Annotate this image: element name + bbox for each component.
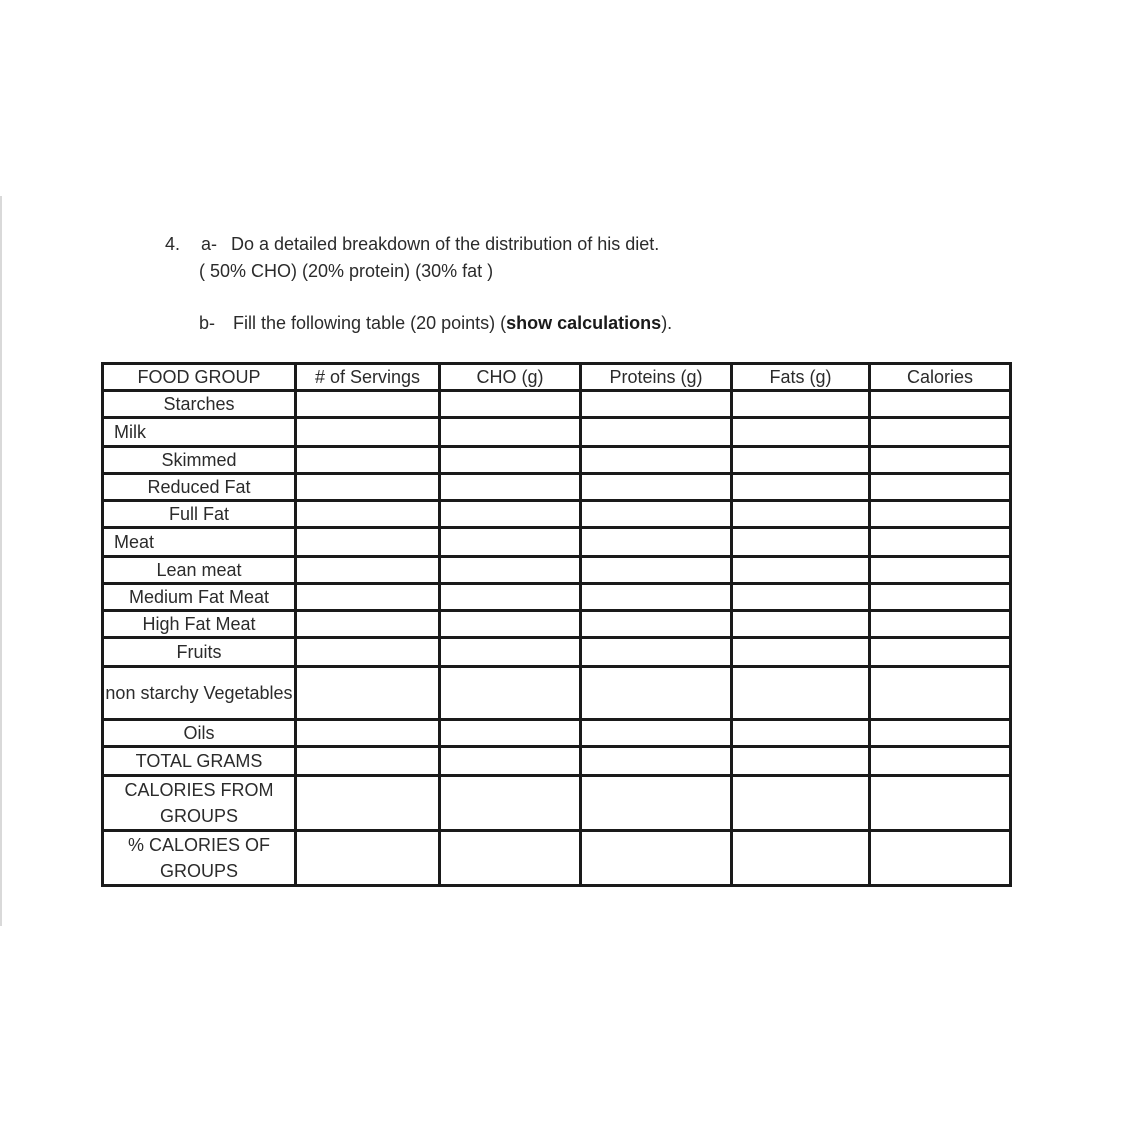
question-number: 4. bbox=[165, 234, 181, 254]
table-row bbox=[103, 474, 1011, 501]
empty-cell[interactable] bbox=[732, 776, 870, 831]
empty-cell[interactable] bbox=[296, 557, 440, 584]
header-proteins: Proteins (g) bbox=[581, 364, 732, 391]
empty-cell[interactable] bbox=[732, 667, 870, 720]
page-left-edge bbox=[0, 196, 2, 926]
empty-cell[interactable] bbox=[296, 447, 440, 474]
empty-cell[interactable] bbox=[440, 528, 581, 557]
empty-cell[interactable] bbox=[581, 638, 732, 667]
empty-cell[interactable] bbox=[581, 447, 732, 474]
empty-cell[interactable] bbox=[732, 557, 870, 584]
empty-cell[interactable] bbox=[870, 831, 1011, 886]
empty-cell[interactable] bbox=[440, 747, 581, 776]
table-row bbox=[103, 391, 1011, 418]
table-row bbox=[103, 831, 1011, 886]
empty-cell[interactable] bbox=[440, 447, 581, 474]
part-a-text: Do a detailed breakdown of the distribution of his diet. bbox=[231, 234, 660, 254]
empty-cell[interactable] bbox=[581, 391, 732, 418]
table-header-row bbox=[103, 364, 1011, 391]
empty-cell[interactable] bbox=[870, 391, 1011, 418]
part-b-text bbox=[233, 309, 672, 337]
empty-cell[interactable] bbox=[440, 720, 581, 747]
empty-cell[interactable] bbox=[440, 776, 581, 831]
part-b-text-after: ). bbox=[661, 313, 673, 333]
table-row bbox=[103, 584, 1011, 611]
empty-cell[interactable] bbox=[296, 474, 440, 501]
row-label: non starchy Vegetables bbox=[103, 667, 296, 720]
empty-cell[interactable] bbox=[440, 638, 581, 667]
empty-cell[interactable] bbox=[296, 501, 440, 528]
empty-cell[interactable] bbox=[581, 501, 732, 528]
row-label: Meat bbox=[103, 528, 296, 557]
row-label: Skimmed bbox=[103, 447, 296, 474]
empty-cell[interactable] bbox=[732, 418, 870, 447]
empty-cell[interactable] bbox=[581, 747, 732, 776]
empty-cell[interactable] bbox=[870, 447, 1011, 474]
row-label: Fruits bbox=[103, 638, 296, 667]
header-cho: CHO (g) bbox=[440, 364, 581, 391]
empty-cell[interactable] bbox=[296, 528, 440, 557]
empty-cell[interactable] bbox=[296, 391, 440, 418]
empty-cell[interactable] bbox=[870, 418, 1011, 447]
empty-cell[interactable] bbox=[440, 584, 581, 611]
part-b-text-before: Fill the following table (20 points) ( bbox=[233, 313, 507, 333]
row-label: Starches bbox=[103, 391, 296, 418]
empty-cell[interactable] bbox=[440, 611, 581, 638]
empty-cell[interactable] bbox=[296, 418, 440, 447]
empty-cell[interactable] bbox=[296, 667, 440, 720]
empty-cell[interactable] bbox=[732, 391, 870, 418]
empty-cell[interactable] bbox=[440, 667, 581, 720]
empty-cell[interactable] bbox=[870, 611, 1011, 638]
empty-cell[interactable] bbox=[440, 501, 581, 528]
row-label: Lean meat bbox=[103, 557, 296, 584]
empty-cell[interactable] bbox=[870, 528, 1011, 557]
empty-cell[interactable] bbox=[732, 501, 870, 528]
table-row bbox=[103, 501, 1011, 528]
empty-cell[interactable] bbox=[440, 391, 581, 418]
empty-cell[interactable] bbox=[581, 474, 732, 501]
empty-cell[interactable] bbox=[440, 557, 581, 584]
row-label: % CALORIES OF GROUPS bbox=[103, 831, 296, 886]
row-label: Oils bbox=[103, 720, 296, 747]
header-servings: # of Servings bbox=[296, 364, 440, 391]
empty-cell[interactable] bbox=[870, 720, 1011, 747]
header-fats: Fats (g) bbox=[732, 364, 870, 391]
empty-cell[interactable] bbox=[870, 474, 1011, 501]
empty-cell[interactable] bbox=[440, 418, 581, 447]
empty-cell[interactable] bbox=[581, 667, 732, 720]
empty-cell[interactable] bbox=[732, 611, 870, 638]
empty-cell[interactable] bbox=[296, 611, 440, 638]
empty-cell[interactable] bbox=[870, 557, 1011, 584]
empty-cell[interactable] bbox=[732, 638, 870, 667]
empty-cell[interactable] bbox=[870, 667, 1011, 720]
empty-cell[interactable] bbox=[440, 474, 581, 501]
table-row bbox=[103, 638, 1011, 667]
empty-cell[interactable] bbox=[732, 528, 870, 557]
empty-cell[interactable] bbox=[296, 720, 440, 747]
empty-cell[interactable] bbox=[581, 720, 732, 747]
row-label: TOTAL GRAMS bbox=[103, 747, 296, 776]
row-label: CALORIES FROM GROUPS bbox=[103, 776, 296, 831]
empty-cell[interactable] bbox=[870, 776, 1011, 831]
empty-cell[interactable] bbox=[296, 776, 440, 831]
table-row bbox=[103, 776, 1011, 831]
table-row bbox=[103, 418, 1011, 447]
empty-cell[interactable] bbox=[440, 831, 581, 886]
food-group-table bbox=[101, 362, 1012, 887]
table-row bbox=[103, 557, 1011, 584]
empty-cell[interactable] bbox=[296, 638, 440, 667]
empty-cell[interactable] bbox=[732, 447, 870, 474]
empty-cell[interactable] bbox=[581, 776, 732, 831]
empty-cell[interactable] bbox=[296, 584, 440, 611]
empty-cell[interactable] bbox=[296, 747, 440, 776]
part-b-marker: b- bbox=[199, 313, 216, 333]
empty-cell[interactable] bbox=[581, 557, 732, 584]
table-row bbox=[103, 747, 1011, 776]
part-a-distribution: ( 50% CHO) (20% protein) (30% fat ) bbox=[199, 261, 494, 281]
empty-cell[interactable] bbox=[581, 611, 732, 638]
empty-cell[interactable] bbox=[581, 584, 732, 611]
empty-cell[interactable] bbox=[581, 528, 732, 557]
empty-cell[interactable] bbox=[870, 501, 1011, 528]
empty-cell[interactable] bbox=[732, 831, 870, 886]
empty-cell[interactable] bbox=[870, 584, 1011, 611]
empty-cell[interactable] bbox=[870, 747, 1011, 776]
empty-cell[interactable] bbox=[732, 720, 870, 747]
table-row bbox=[103, 667, 1011, 720]
part-b-text-bold: show calculations bbox=[506, 313, 662, 333]
empty-cell[interactable] bbox=[870, 638, 1011, 667]
row-label: Full Fat bbox=[103, 501, 296, 528]
part-a-marker: a- bbox=[201, 234, 218, 254]
header-calories: Calories bbox=[870, 364, 1011, 391]
table-row bbox=[103, 447, 1011, 474]
row-label: Milk bbox=[103, 418, 296, 447]
header-food-group: FOOD GROUP bbox=[103, 364, 296, 391]
table-row bbox=[103, 611, 1011, 638]
row-label: High Fat Meat bbox=[103, 611, 296, 638]
row-label: Medium Fat Meat bbox=[103, 584, 296, 611]
empty-cell[interactable] bbox=[581, 831, 732, 886]
row-label: Reduced Fat bbox=[103, 474, 296, 501]
table-row bbox=[103, 528, 1011, 557]
table-row bbox=[103, 720, 1011, 747]
empty-cell[interactable] bbox=[581, 418, 732, 447]
empty-cell[interactable] bbox=[732, 474, 870, 501]
empty-cell[interactable] bbox=[732, 584, 870, 611]
empty-cell[interactable] bbox=[732, 747, 870, 776]
empty-cell[interactable] bbox=[296, 831, 440, 886]
